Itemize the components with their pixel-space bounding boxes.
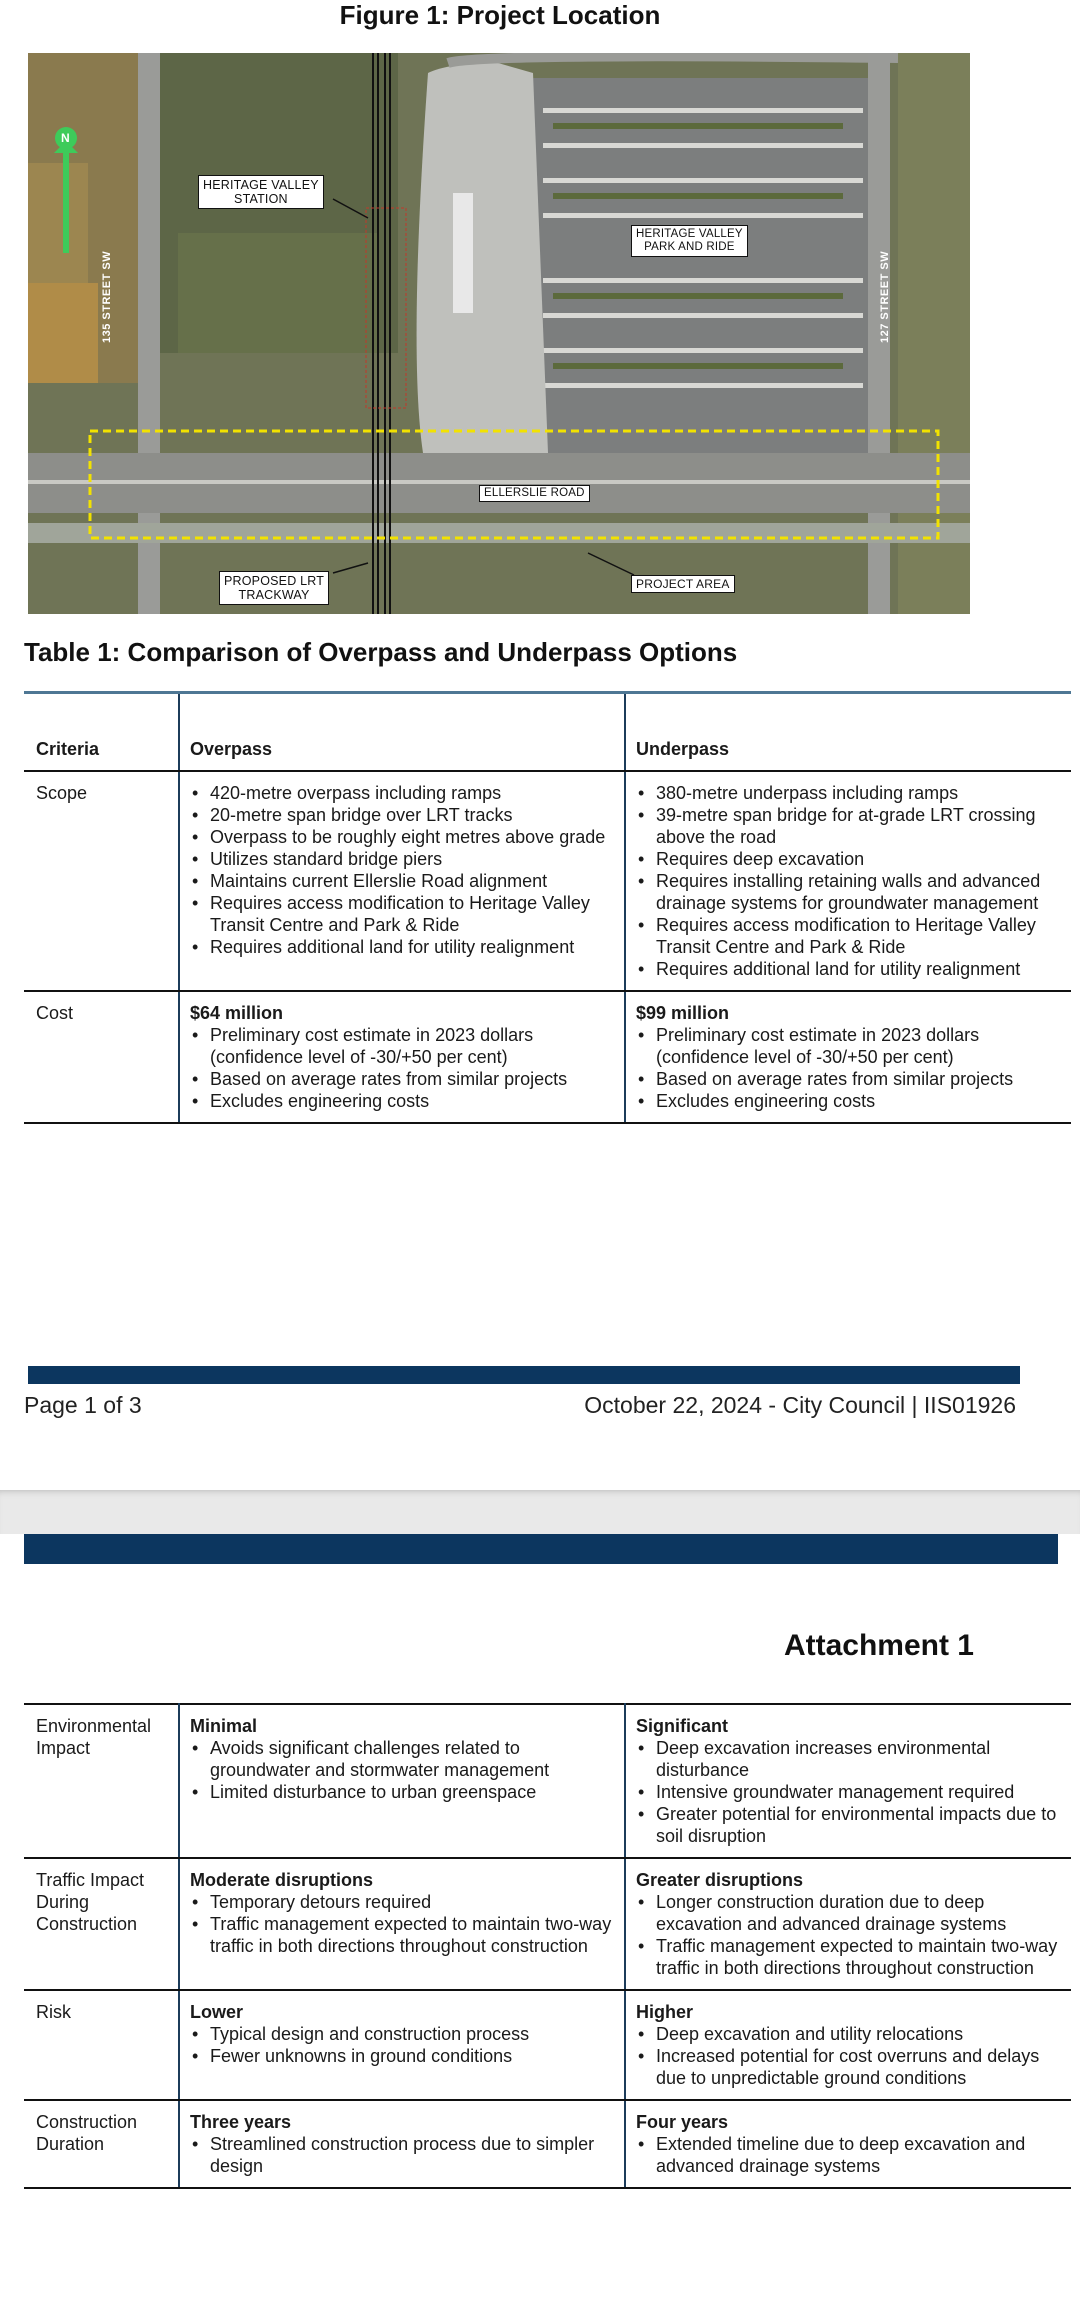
comparison-table-continued [24, 1703, 1071, 2189]
cell-heading: $99 million [636, 1003, 730, 1023]
list-item: • 420-metre overpass including ramps [190, 782, 614, 804]
project-location-map [28, 53, 970, 614]
cell-heading: Three years [190, 2112, 292, 2132]
list-item: • Deep excavation and utility relocations [636, 2023, 1061, 2045]
list-item: • Fewer unknowns in ground conditions [190, 2045, 614, 2067]
list-item: • Deep excavation increases environmental disturbance [636, 1737, 1061, 1781]
lrt-trackway-label-line-1: PROPOSED LRT [224, 574, 325, 588]
list-item: • Maintains current Ellerslie Road alignment [190, 870, 614, 892]
list-item: • Temporary detours required [190, 1891, 614, 1913]
header-bar [24, 1534, 1058, 1564]
underpass-cell [625, 1704, 1071, 1858]
list-item: • 20-metre span bridge over LRT tracks [190, 804, 614, 826]
list-item: • Increased potential for cost overruns and delays due to unpredictable ground conditions [636, 2045, 1061, 2089]
criteria-cell: Cost [24, 991, 179, 1123]
north-arrow-icon: N [61, 131, 71, 145]
criteria-cell: Construction Duration [24, 2100, 179, 2188]
lrt-trackway-label-line-2: TRACKWAY [238, 588, 310, 602]
list-item: • Excludes engineering costs [190, 1090, 614, 1112]
ellerslie-road-label: ELLERSLIE ROAD [479, 485, 590, 502]
list-item: • Extended timeline due to deep excavation and advanced drainage systems [636, 2133, 1061, 2177]
list-item: • Longer construction duration due to deep excavation and advanced drainage systems [636, 1891, 1061, 1935]
list-item: • Excludes engineering costs [636, 1090, 1061, 1112]
page-separator [0, 1490, 1080, 1534]
overpass-cell [179, 771, 625, 991]
list-item: • Based on average rates from similar projects [636, 1068, 1061, 1090]
list-item: • Greater potential for environmental impacts due to soil disruption [636, 1803, 1061, 1847]
list-item: • Requires installing retaining walls and advanced drainage systems for groundwater management [636, 870, 1061, 914]
cell-heading: Minimal [190, 1716, 258, 1736]
underpass-cell [625, 991, 1071, 1123]
list-item: • Typical design and construction process [190, 2023, 614, 2045]
list-item: • 380-metre underpass including ramps [636, 782, 1061, 804]
list-item: • 39-metre span bridge for at-grade LRT crossing above the road [636, 804, 1061, 848]
street-135-label: 135 STREET SW [101, 250, 113, 343]
header-criteria-label: Criteria [36, 739, 100, 759]
park-and-ride-label-line-2: PARK AND RIDE [644, 241, 735, 253]
overpass-cell [179, 2100, 625, 2188]
list-item: • Avoids significant challenges related to groundwater and stormwater management [190, 1737, 614, 1781]
header-overpass [179, 693, 625, 772]
park-and-ride-label-line-1: HERITAGE VALLEY [636, 228, 743, 240]
attachment-title: Attachment 1 [783, 1629, 974, 1662]
list-item: • Based on average rates from similar projects [190, 1068, 614, 1090]
project-area-label: PROJECT AREA [631, 575, 735, 593]
list-item: • Limited disturbance to urban greenspace [190, 1781, 614, 1803]
overpass-cell [179, 991, 625, 1123]
table-title: Table 1: Comparison of Overpass and Underpass Options [24, 637, 738, 667]
lrt-trackway-label [219, 571, 329, 605]
list-item: • Requires deep excavation [636, 848, 1061, 870]
criteria-cell: Environmental Impact [24, 1704, 179, 1858]
list-item: • Preliminary cost estimate in 2023 dollars (confidence level of -30/+50 per cent) [190, 1024, 614, 1068]
list-item: • Traffic management expected to maintain two-way traffic in both directions throughout construction [636, 1935, 1061, 1979]
cell-heading: Greater disruptions [636, 1870, 804, 1890]
cell-heading: Four years [636, 2112, 729, 2132]
cell-heading: $64 million [190, 1003, 284, 1023]
station-label-line-1: HERITAGE VALLEY [203, 178, 319, 192]
underpass-cell [625, 771, 1071, 991]
station-label [198, 175, 324, 209]
list-item: • Overpass to be roughly eight metres above grade [190, 826, 614, 848]
criteria-cell: Scope [24, 771, 179, 991]
overpass-cell [179, 1704, 625, 1858]
list-item: • Intensive groundwater management required [636, 1781, 1061, 1803]
footer-bar [28, 1366, 1020, 1384]
park-and-ride-label [631, 225, 748, 257]
cell-heading: Higher [636, 2002, 694, 2022]
list-item: • Utilizes standard bridge piers [190, 848, 614, 870]
street-127-label: 127 STREET SW [879, 250, 891, 343]
station-label-line-2: STATION [234, 192, 288, 206]
criteria-cell: Traffic Impact During Construction [24, 1858, 179, 1990]
underpass-cell [625, 2100, 1071, 2188]
criteria-cell: Risk [24, 1990, 179, 2100]
header-criteria [24, 693, 179, 772]
aerial-map-graphic [28, 53, 970, 614]
list-item: • Streamlined construction process due to simpler design [190, 2133, 614, 2177]
overpass-cell [179, 1990, 625, 2100]
list-item: • Requires additional land for utility realignment [636, 958, 1061, 980]
cell-heading: Moderate disruptions [190, 1870, 374, 1890]
header-underpass-label: Underpass [636, 739, 730, 759]
list-item: • Requires additional land for utility realignment [190, 936, 614, 958]
overpass-cell [179, 1858, 625, 1990]
figure-title: Figure 1: Project Location [339, 0, 661, 30]
footer-meeting-info: October 22, 2024 - City Council | IIS01926 [584, 1392, 1016, 1418]
list-item: • Requires access modification to Heritage Valley Transit Centre and Park & Ride [190, 892, 614, 936]
cell-heading: Significant [636, 1716, 729, 1736]
underpass-cell [625, 1858, 1071, 1990]
page-number: Page 1 of 3 [24, 1392, 142, 1418]
header-overpass-label: Overpass [190, 739, 273, 759]
cell-heading: Lower [190, 2002, 244, 2022]
list-item: • Requires access modification to Heritage Valley Transit Centre and Park & Ride [636, 914, 1061, 958]
list-item: • Preliminary cost estimate in 2023 dollars (confidence level of -30/+50 per cent) [636, 1024, 1061, 1068]
header-underpass [625, 693, 1071, 772]
underpass-cell [625, 1990, 1071, 2100]
comparison-table [24, 691, 1071, 1124]
list-item: • Traffic management expected to maintain two-way traffic in both directions throughout construction [190, 1913, 614, 1957]
